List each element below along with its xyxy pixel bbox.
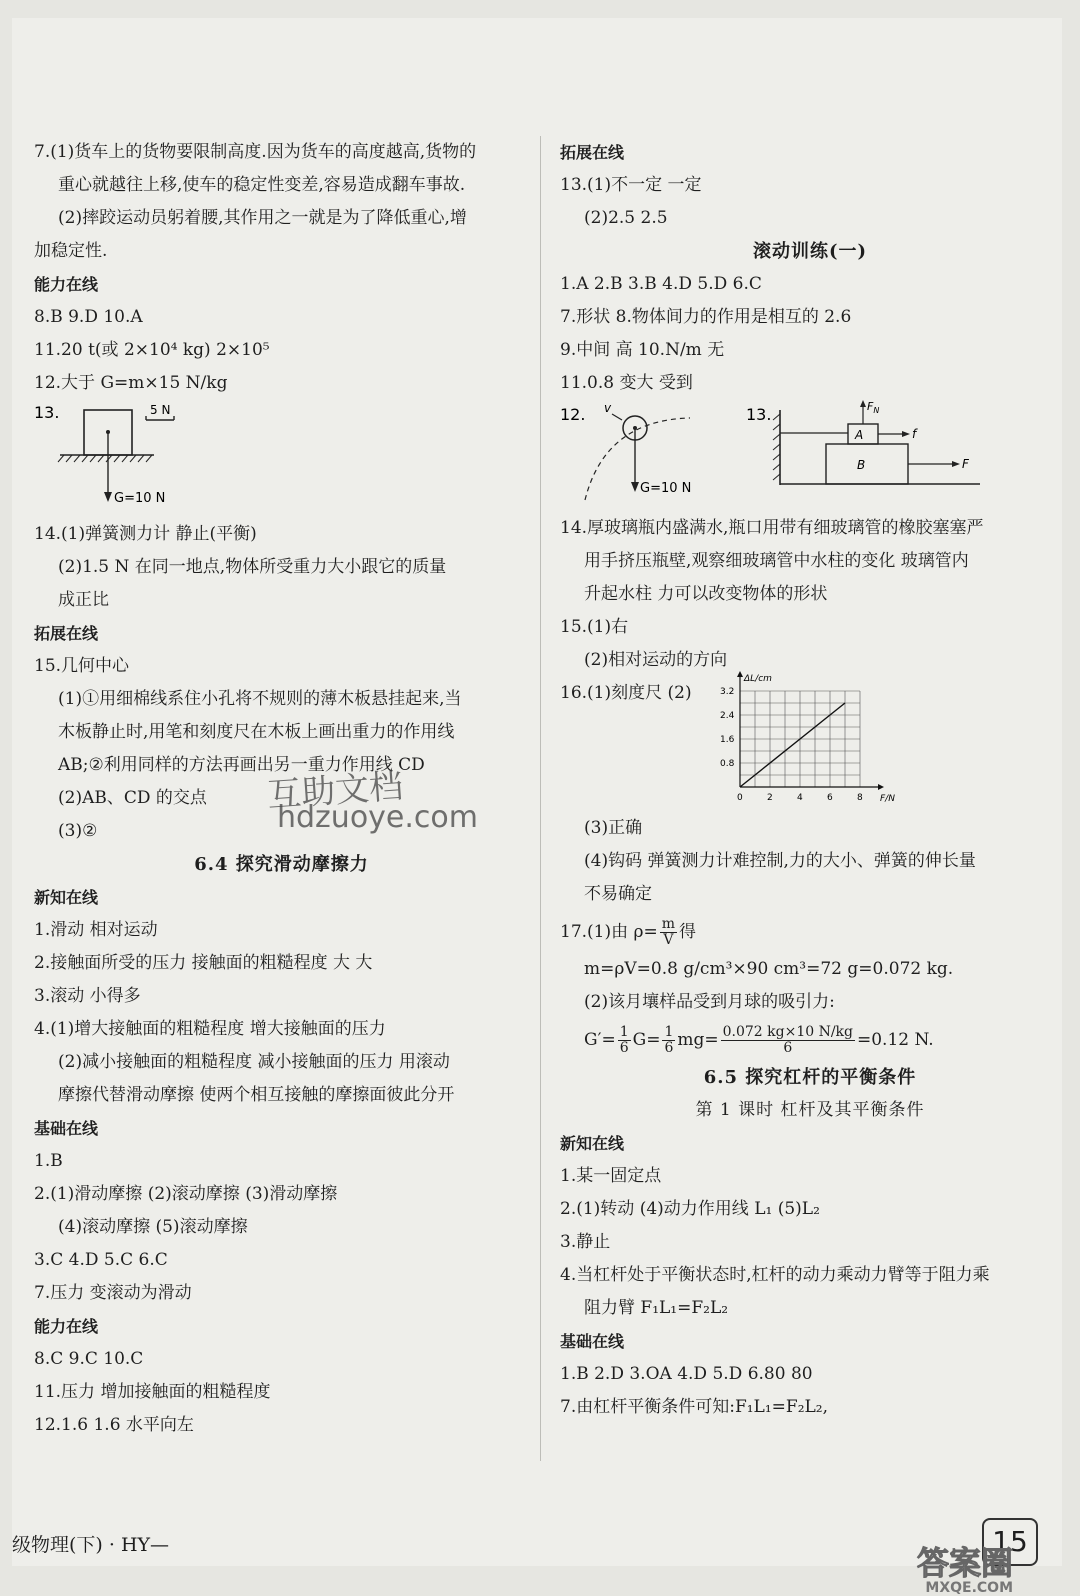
page	[12, 18, 1062, 1596]
y-tick-label: 3.2	[720, 687, 735, 697]
y-axis-label: ΔL/cm	[744, 674, 772, 684]
text-line: 2.接触面所受的压力 接触面的粗糙程度 大 大	[34, 953, 373, 973]
text-line: (2)相对运动的方向	[584, 650, 728, 670]
text-line: (2)2.5 2.5	[584, 208, 668, 228]
figure-number: 13.	[746, 405, 772, 424]
site-logo	[917, 1538, 1013, 1596]
gravity-label: G=10 N	[640, 481, 692, 496]
logo-url: MXQE.COM	[925, 1580, 1014, 1596]
section-title: 滚动训练(一)	[752, 241, 868, 262]
q16-row	[560, 674, 1060, 812]
text-line: (4)钩码 弹簧测力计难控制,力的大小、弹簧的伸长量	[584, 851, 976, 871]
lesson-title: 第 1 课时 杠杆及其平衡条件	[695, 1100, 925, 1120]
denominator: V	[663, 932, 674, 948]
text-line: 4.(1)增大接触面的粗糙程度 增大接触面的压力	[34, 1019, 386, 1039]
x-tick-label: 4	[797, 793, 803, 803]
text-line: 8.B 9.D 10.A	[34, 307, 143, 327]
text-line: 用手挤压瓶壁,观察细玻璃管中水柱的变化 玻璃管内	[584, 551, 969, 571]
watermark-url: hdzuoye.com	[277, 800, 478, 835]
text-line: 摩擦代替滑动摩擦 使两个相互接触的摩擦面彼此分开	[58, 1085, 455, 1105]
text-line: 重心就越往上移,使车的稳定性变差,容易造成翻车事故.	[58, 175, 466, 195]
text-line: AB;②利用同样的方法再画出另一重力作用线 CD	[58, 755, 425, 775]
text-line: 1.B 2.D 3.OA 4.D 5.D 6.80 80	[560, 1364, 813, 1384]
section-title: 6.4 探究滑动摩擦力	[194, 854, 369, 875]
block-b	[826, 444, 908, 484]
text-line: 木板静止时,用笔和刻度尺在木板上画出重力的作用线	[58, 722, 455, 742]
block-b-label: B	[857, 458, 866, 472]
text-line: 1.某一固定点	[560, 1166, 662, 1186]
figure-number: 13.	[34, 403, 60, 422]
text-line: 7.压力 变滚动为滑动	[34, 1283, 192, 1303]
section-heading: 拓展在线	[560, 143, 625, 162]
y-tick-label: 0.8	[720, 759, 735, 769]
text-line: 14.(1)弹簧测力计 静止(平衡)	[34, 524, 257, 544]
numerator: 1	[619, 1024, 629, 1040]
figure-number: 12.	[560, 405, 586, 424]
text-line: (2)1.5 N 在同一地点,物体所受重力大小跟它的质量	[58, 557, 447, 577]
equation-line	[560, 1019, 1060, 1061]
numerator: 0.072 kg×10 N/kg	[722, 1024, 853, 1040]
text-line: 升起水柱 力可以改变物体的形状	[584, 584, 828, 604]
gravity-diagram	[34, 400, 234, 518]
fraction	[660, 917, 677, 948]
text-line: (3)正确	[584, 818, 643, 838]
text-line: 15.几何中心	[34, 656, 130, 676]
series-line	[740, 703, 845, 787]
section-heading: 基础在线	[34, 1119, 99, 1138]
equation-line	[560, 911, 1060, 953]
text-line: 成正比	[58, 590, 109, 610]
numerator: m	[661, 916, 676, 932]
x-tick-label: 2	[767, 793, 773, 803]
text-line: 3.静止	[560, 1232, 611, 1252]
text-line: 9.中间 高 10.N/m 无	[560, 340, 725, 360]
section-title: 6.5 探究杠杆的平衡条件	[703, 1067, 917, 1088]
velocity-arrow	[612, 414, 622, 420]
equation-text: =0.12 N.	[857, 1030, 934, 1050]
velocity-label: v	[604, 401, 612, 415]
text-line: 11.压力 增加接触面的粗糙程度	[34, 1382, 271, 1402]
text-line: 1.B	[34, 1151, 63, 1171]
section-heading: 新知在线	[560, 1134, 625, 1153]
text-line: 加稳定性.	[34, 241, 108, 261]
text-line: 7.由杠杆平衡条件可知:F₁L₁=F₂L₂,	[560, 1397, 829, 1417]
text-line: 12.大于 G=m×15 N/kg	[34, 373, 228, 393]
text-line: 13.(1)不一定 一定	[560, 175, 702, 195]
equation-text: G=	[632, 1030, 661, 1050]
text-line: 14.厚玻璃瓶内盛满水,瓶口用带有细玻璃管的橡胶塞塞严	[560, 518, 984, 538]
x-axis-arrow	[878, 784, 884, 790]
page-number: 15	[982, 1518, 1038, 1566]
x-tick-label: 0	[737, 793, 743, 803]
text-line: 1.A 2.B 3.B 4.D 5.D 6.C	[560, 274, 762, 294]
gravity-label: G=10 N	[114, 491, 166, 506]
section-heading: 能力在线	[34, 1317, 99, 1336]
equation-text: G′=	[584, 1030, 616, 1050]
text-line: (3)②	[58, 821, 98, 841]
text-line: 16.(1)刻度尺 (2)	[560, 683, 692, 703]
text-line: 2.(1)滑动摩擦 (2)滚动摩擦 (3)滑动摩擦	[34, 1184, 338, 1204]
fraction	[662, 1025, 675, 1056]
normal-force-label: $F_N$	[867, 400, 880, 415]
figure-13-gravity	[34, 400, 529, 518]
force-diagrams	[560, 400, 1050, 512]
text-line: 3.C 4.D 5.C 6.C	[34, 1250, 168, 1270]
x-tick-label: 8	[857, 793, 863, 803]
numerator: 1	[664, 1024, 674, 1040]
denominator: 6	[783, 1040, 793, 1056]
denominator: 6	[619, 1040, 629, 1056]
equation-text: mg=	[677, 1030, 719, 1050]
section-heading: 能力在线	[34, 275, 99, 294]
text-line: 不易确定	[584, 884, 652, 904]
y-tick-label: 2.4	[720, 711, 735, 721]
pull-force-label: F	[962, 457, 969, 471]
text-line: 4.当杠杆处于平衡状态时,杠杆的动力乘动力臂等于阻力乘	[560, 1265, 990, 1285]
section-heading: 新知在线	[34, 888, 99, 907]
x-axis-label: F/N	[880, 794, 895, 804]
watermark-text: 互助文档	[266, 766, 405, 816]
fraction	[618, 1025, 631, 1056]
equation-text: 17.(1)由 ρ=	[560, 922, 658, 942]
text-line: 12.1.6 1.6 水平向左	[34, 1415, 194, 1435]
figures-12-13	[560, 400, 1060, 512]
fraction	[721, 1025, 855, 1056]
text-line: 7.形状 8.物体间力的作用是相互的 2.6	[560, 307, 852, 327]
footer-text: 级物理(下) · HY—	[12, 1534, 170, 1556]
logo-text: 答案圈	[917, 1544, 1014, 1582]
equation-text: 得	[679, 922, 697, 942]
text-line: (2)该月壤样品受到月球的吸引力:	[584, 992, 835, 1012]
text-line: (2)减小接触面的粗糙程度 减小接触面的压力 用滚动	[58, 1052, 450, 1072]
block-a-label: A	[855, 428, 864, 442]
section-heading: 拓展在线	[34, 624, 99, 643]
text-line: 11.0.8 变大 受到	[560, 373, 693, 393]
y-tick-label: 1.6	[720, 735, 735, 745]
text-line: (2)AB、CD 的交点	[58, 788, 207, 808]
text-line: (2)摔跤运动员躬着腰,其作用之一就是为了降低重心,增	[58, 208, 467, 228]
text-line: (1)①用细棉线系住小孔将不规则的薄木板悬挂起来,当	[58, 689, 462, 709]
text-line: 3.滚动 小得多	[34, 986, 141, 1006]
spring-extension-chart	[710, 674, 895, 812]
right-column	[560, 136, 1060, 1424]
denominator: 6	[664, 1040, 674, 1056]
x-tick-label: 6	[827, 793, 833, 803]
text-line: m=ρV=0.8 g/cm³×90 cm³=72 g=0.072 kg.	[584, 959, 954, 979]
text-line: 8.C 9.C 10.C	[34, 1349, 144, 1369]
column-divider	[540, 136, 541, 1461]
text-line: (4)滚动摩擦 (5)滚动摩擦	[58, 1217, 248, 1237]
text-line: 15.(1)右	[560, 617, 629, 637]
text-line: 1.滑动 相对运动	[34, 920, 158, 940]
text-line: 7.(1)货车上的货物要限制高度.因为货车的高度越高,货物的	[34, 142, 477, 162]
scale-label: 5 N	[150, 403, 171, 417]
section-heading: 基础在线	[560, 1332, 625, 1351]
text-line: 阻力臂 F₁L₁=F₂L₂	[584, 1298, 729, 1318]
text-line: 2.(1)转动 (4)动力作用线 L₁ (5)L₂	[560, 1199, 820, 1219]
text-line: 11.20 t(或 2×10⁴ kg) 2×10⁵	[34, 340, 270, 360]
friction-label: f	[912, 427, 917, 441]
